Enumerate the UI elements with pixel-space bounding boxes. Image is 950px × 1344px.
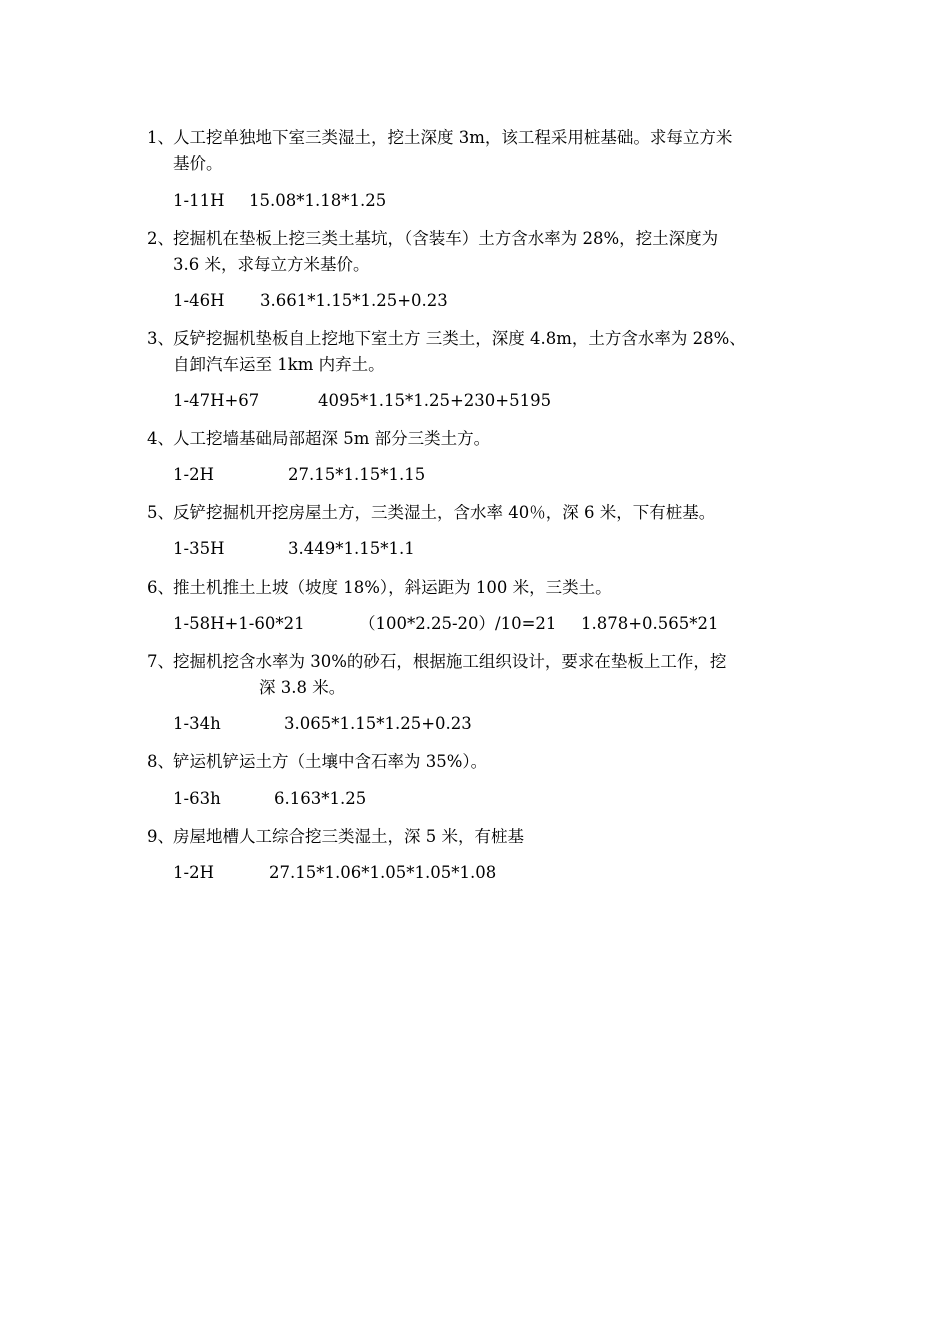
answer-8: [173, 788, 366, 810]
answer-9: [173, 862, 496, 884]
answer-1: [173, 190, 386, 212]
question-text-continued: 3.6 米，求每立方米基价。: [173, 255, 370, 274]
question-8: [147, 749, 817, 775]
calculation: （100*2.25-20）/10=21: [359, 614, 557, 633]
question-3: [147, 326, 817, 378]
question-text-continued: 自卸汽车运至 1km 内弃土。: [173, 355, 385, 374]
calculation: 4095*1.15*1.25+230+5195: [318, 391, 552, 410]
question-text: 房屋地槽人工综合挖三类湿土，深 5 米，有桩基: [173, 827, 524, 846]
question-number: 1、: [147, 128, 174, 147]
quota-code: 1-58H+1-60*21: [173, 614, 305, 633]
question-number: 2、: [147, 229, 174, 248]
question-6: [147, 575, 817, 601]
quota-code: 1-2H: [173, 863, 214, 882]
question-5: [147, 500, 817, 526]
quota-code: 1-47H+67: [173, 391, 260, 410]
answer-6: [173, 613, 719, 635]
question-text: 反铲挖掘机开挖房屋土方，三类湿土，含水率 40％，深 6 米，下有桩基。: [173, 503, 716, 522]
question-2: [147, 226, 817, 278]
question-4: [147, 426, 817, 452]
calculation: 3.661*1.15*1.25+0.23: [260, 291, 448, 310]
question-text: 反铲挖掘机垫板自上挖地下室土方 三类土，深度 4.8m，土方含水率为 28%、: [173, 329, 746, 348]
answer-7: [173, 713, 472, 735]
question-number: 8、: [147, 752, 174, 771]
question-1: [147, 125, 817, 177]
quota-code: 1-34h: [173, 714, 221, 733]
question-number: 9、: [147, 827, 174, 846]
quota-code: 1-35H: [173, 539, 225, 558]
question-text: 铲运机铲运土方（土壤中含石率为 35%）。: [173, 752, 488, 771]
calculation: 3.065*1.15*1.25+0.23: [284, 714, 472, 733]
calculation: 6.163*1.25: [274, 789, 367, 808]
calculation: 27.15*1.15*1.15: [288, 465, 426, 484]
answer-2: [173, 290, 448, 312]
quota-code: 1-46H: [173, 291, 225, 310]
calculation: 27.15*1.06*1.05*1.05*1.08: [269, 863, 497, 882]
question-number: 5、: [147, 503, 174, 522]
quota-code: 1-2H: [173, 465, 214, 484]
question-number: 4、: [147, 429, 174, 448]
question-text: 推土机推土上坡（坡度 18%），斜运距为 100 米，三类土。: [173, 578, 612, 597]
question-text: 人工挖墙基础局部超深 5m 部分三类土方。: [173, 429, 491, 448]
answer-3: [173, 390, 551, 412]
question-number: 6、: [147, 578, 174, 597]
question-text-continued: 基价。: [173, 154, 223, 173]
question-text: 挖掘机在垫板上挖三类土基坑，（含装车）土方含水率为 28%，挖土深度为: [173, 229, 719, 248]
answer-4: [173, 464, 425, 486]
question-7: [147, 649, 817, 701]
question-number: 7、: [147, 652, 174, 671]
quota-code: 1-11H: [173, 191, 225, 210]
question-text: 人工挖单独地下室三类湿土，挖土深度 3m，该工程采用桩基础。求每立方米: [173, 128, 733, 147]
calculation-result: 1.878+0.565*21: [581, 614, 719, 633]
question-9: [147, 824, 817, 850]
question-number: 3、: [147, 329, 174, 348]
answer-5: [173, 538, 415, 560]
calculation: 3.449*1.15*1.1: [288, 539, 415, 558]
calculation: 15.08*1.18*1.25: [249, 191, 387, 210]
question-text-continued: 深 3.8 米。: [259, 678, 346, 697]
question-text: 挖掘机挖含水率为 30%的砂石，根据施工组织设计，要求在垫板上工作，挖: [173, 652, 727, 671]
quota-code: 1-63h: [173, 789, 221, 808]
